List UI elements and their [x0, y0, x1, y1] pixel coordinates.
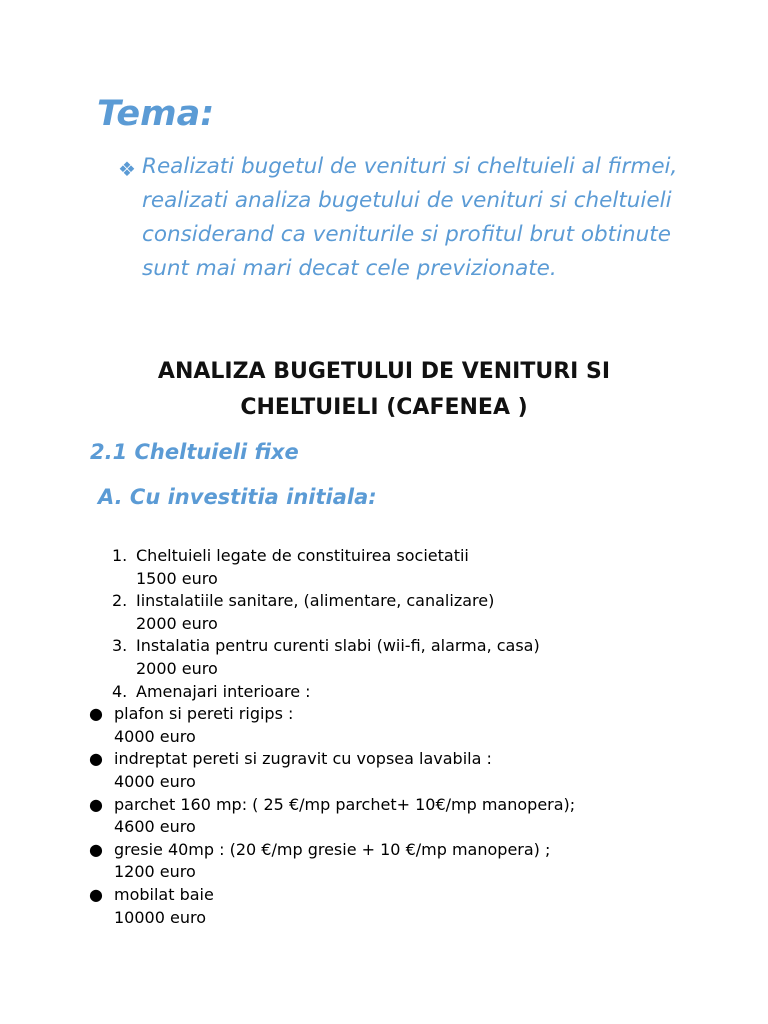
- item-amount: 1500 euro: [136, 568, 218, 588]
- item-number: 2.: [112, 591, 128, 611]
- list-item: [84, 635, 704, 658]
- list-item-amount-row: [84, 613, 704, 636]
- bullet-item-amount-row: [84, 816, 704, 839]
- bullet-item: [84, 748, 704, 771]
- item-text: Amenajari interioare :: [136, 681, 311, 701]
- bullet-item-amount-row: [84, 726, 704, 749]
- bullet-amount: 10000 euro: [114, 907, 206, 927]
- item-number: 3.: [112, 636, 128, 656]
- list-item: [84, 545, 704, 568]
- bullet-amount: 4000 euro: [114, 726, 196, 746]
- bullet-amount: 1200 euro: [114, 862, 196, 882]
- bullet-item: [84, 884, 704, 907]
- bullet-item-amount-row: [84, 861, 704, 884]
- analysis-heading: ANALIZA BUGETULUI DE VENITURI SI CHELTUIELI (CAFENEA ): [157, 359, 611, 420]
- item-text: Instalatia pentru curenti slabi (wii-fi, alarma, casa): [136, 636, 540, 656]
- bullet-text: parchet 160 mp: ( 25 €/mp parchet+ 10€/mp manopera);: [114, 794, 576, 814]
- list-item: [84, 590, 704, 613]
- bullet-text: plafon si pereti rigips :: [114, 704, 294, 724]
- item-number: 4.: [112, 681, 128, 701]
- bullet-dot-icon: ●: [89, 839, 103, 859]
- subsection-title: A. Cu investitia initiala:: [98, 485, 377, 509]
- bullet-dot-icon: ●: [89, 884, 103, 904]
- bullet-amount: 4600 euro: [114, 817, 196, 837]
- bullet-dot-icon: ●: [89, 749, 103, 769]
- list-item: [84, 681, 704, 704]
- bullet-text: indreptat pereti si zugravit cu vopsea lavabila :: [114, 749, 492, 769]
- bullet-item: [84, 703, 704, 726]
- task-description: Realizati bugetul de venituri si cheltuieli al firmei, realizati analiza bugetului de venituri si cheltuieli considerand ca veniturile si profitul brut obtinute sunt mai mari decat cele previzionate.: [142, 154, 678, 281]
- list-item-amount-row: [84, 658, 704, 681]
- bullet-text: mobilat baie: [114, 884, 214, 904]
- cost-list: [84, 545, 704, 929]
- item-amount: 2000 euro: [136, 658, 218, 678]
- item-text: Cheltuieli legate de constituirea societatii: [136, 546, 469, 565]
- item-number: 1.: [112, 546, 128, 565]
- bullet-item: [84, 839, 704, 862]
- item-amount: 2000 euro: [136, 613, 218, 633]
- bullet-text: gresie 40mp : (20 €/mp gresie + 10 €/mp manopera) ;: [114, 839, 551, 859]
- bullet-item: [84, 794, 704, 817]
- bullet-dot-icon: ●: [89, 794, 103, 814]
- tema-title: Tema:: [97, 94, 215, 134]
- list-item-amount-row: [84, 568, 704, 591]
- bullet-amount: 4000 euro: [114, 771, 196, 791]
- item-text: Iinstalatiile sanitare, (alimentare, canalizare): [136, 591, 495, 611]
- bullet-item-amount-row: [84, 771, 704, 794]
- diamond-bullet-icon: ❖: [118, 157, 136, 181]
- bullet-item-amount-row: [84, 907, 704, 930]
- bullet-dot-icon: ●: [89, 704, 103, 724]
- section-title: 2.1 Cheltuieli fixe: [90, 440, 299, 464]
